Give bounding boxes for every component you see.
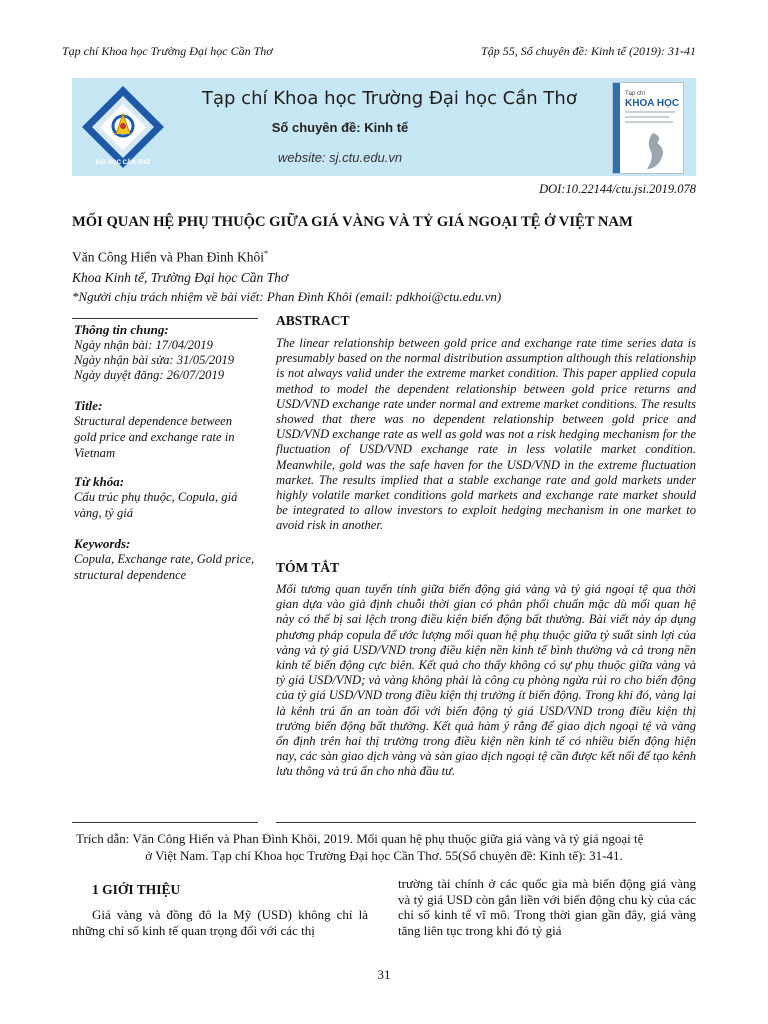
citation-line-2: ở Việt Nam. Tạp chí Khoa học Trường Đại học Cần Thơ. 55(Số chuyên đề: Kinh tế): 31-41. <box>145 848 623 863</box>
received-date: Ngày nhận bài: 17/04/2019 <box>74 338 213 352</box>
section-heading: 1 GIỚI THIỆU <box>92 882 181 897</box>
cover-line <box>625 111 675 113</box>
article-title: MỐI QUAN HỆ PHỤ THUỘC GIỮA GIÁ VÀNG VÀ TỶ GIÁ NGOẠI TỆ Ở VIỆT NAM <box>72 214 633 230</box>
author-names: Văn Công Hiển và Phan Đình Khôi <box>72 249 264 265</box>
keywords-en: Copula, Exchange rate, Gold price, structural dependence <box>74 552 255 582</box>
cover-map-icon <box>639 131 673 171</box>
banner-subtitle: Số chuyên đề: Kinh tế <box>271 120 409 135</box>
keywords-vi-heading: Từ khóa: <box>74 474 125 489</box>
keywords-en-heading: Keywords: <box>74 536 131 551</box>
sidebar-top-rule <box>72 318 258 319</box>
logo-text: ĐẠI HỌC CẦN THƠ <box>95 160 151 166</box>
doi[interactable]: DOI:10.22144/ctu.jsi.2019.078 <box>539 182 696 196</box>
tom-tat-body: Mối tương quan tuyến tính giữa biến động giá vàng và tỷ giá ngoại tệ qua thời gian dựa vào giả định chuỗi thời gian có phân phối chuẩn mặc dù mối quan hệ này có thể bị sai lệch trong điều kiện biến động bất thường. Bài viết này áp dụng phương pháp copula để ước lượng mối quan hệ phụ thuộc giữa tỷ suất sinh lợi của vàng và tỷ giá USD/VND trong điều kiện nền kinh tế bình thường và cả trong nền kinh tế biến động cực biên. Kết quả cho thấy không có sự phụ thuộc giữa vàng và tỷ giá USD/VND; và vàng không phải là công cụ phòng ngừa rủi ro cho biến động của tỷ giá USD/VND trong điều kiện thị trường ít biến động. Trong khi đó, vàng lại là kênh trú ẩn an toàn đối với biến động tỷ giá USD/VND trong điều kiện thị trường biến động bất thường. Kết quả hàm ý rằng để giao dịch ngoại tệ và vàng ổn định trên hai thị trường trong điều kiện nền kinh tế có nhiều biến động hiện nay, các sàn giao dịch vàng và sàn giao dịch ngoại tệ cần được kết nối để tạo kênh lưu thông và trú ẩn cho nhà đầu tư. <box>276 582 696 779</box>
cover-strip <box>613 83 620 173</box>
running-header-journal: Tạp chí Khoa học Trường Đại học Cần Thơ <box>62 44 273 58</box>
sidebar-bottom-rule <box>72 822 258 823</box>
title-heading: Title: <box>74 398 103 413</box>
running-header-issue: Tập 55, Số chuyên đề: Kinh tế (2019): 31-41 <box>481 44 696 58</box>
authors <box>72 249 268 266</box>
banner-website[interactable]: website: sj.ctu.edu.vn <box>277 150 403 165</box>
cover-line <box>625 116 669 118</box>
journal-cover-thumbnail <box>612 82 684 174</box>
banner-title: Tạp chí Khoa học Trường Đại học Cần Thơ <box>202 88 577 109</box>
author-mark: * <box>263 249 268 258</box>
tom-tat-heading: TÓM TẮT <box>276 560 340 575</box>
intro-left-column: Giá vàng và đồng đô la Mỹ (USD) không chỉ là những chỉ số kinh tế quan trọng đối với các thị <box>72 907 368 938</box>
abstract-heading: ABSTRACT <box>276 313 350 328</box>
university-logo-icon <box>80 84 166 170</box>
page-number: 31 <box>377 967 391 982</box>
abstract-body: The linear relationship between gold price and exchange rate time series data is presumably based on the normal distribution assumption although this relationship is not always valid under the extreme market condition. This paper applied copula method to model the dependent relationship between gold price returns and USD/VND exchange rate under normal and extreme market conditions. The results showed that there was no dependent relationship between gold price and USD/VND exchange rate as well as gold was not a risk hedging mechanism for the fluctuation of USD/VND exchange rate in less volatile market condition. Meanwhile, gold was the safe haven for the USD/VND in the extreme fluctuation market. The results implied that a stable exchange rate and gold markets under highly volatile market conditions gold markets and exchange rate market should be integrated to allow investors to exploit hedging mechanism in one market to avoid risk in another. <box>276 336 696 533</box>
intro-right-column: trường tài chính ở các quốc gia mà biến động giá vàng và tỷ giá USD còn gắn liền với biến động chu kỳ của các chỉ số kinh tế vĩ mô. Trong thời gian gần đây, giá vàng tăng liên tục trong khi đó tỷ giá <box>398 876 696 938</box>
abstract-bottom-rule <box>276 822 696 823</box>
citation <box>76 830 692 864</box>
accepted-date: Ngày duyệt đăng: 26/07/2019 <box>74 368 225 382</box>
general-info-heading: Thông tin chung: <box>74 322 169 337</box>
keywords-vi: Cấu trúc phụ thuộc, Copula, giá vàng, tỷ giá <box>74 490 238 520</box>
cover-small-text: Tạp chí <box>625 91 646 97</box>
cover-title: KHOA HỌC <box>625 98 680 109</box>
affiliation: Khoa Kinh tế, Trường Đại học Cần Thơ <box>72 270 289 285</box>
revised-date: Ngày nhận bài sửa: 31/05/2019 <box>74 353 235 367</box>
corresponding-author: *Người chịu trách nhiệm về bài viết: Phan Đình Khôi (email: pdkhoi@ctu.edu.vn) <box>72 289 502 304</box>
english-title: Structural dependence between gold price and exchange rate in Vietnam <box>74 414 235 460</box>
citation-line-1: Trích dẫn: Văn Công Hiển và Phan Đình Khôi, 2019. Mối quan hệ phụ thuộc giữa giá vàng và tỷ giá ngoại tệ <box>76 831 644 846</box>
cover-line <box>625 121 673 123</box>
